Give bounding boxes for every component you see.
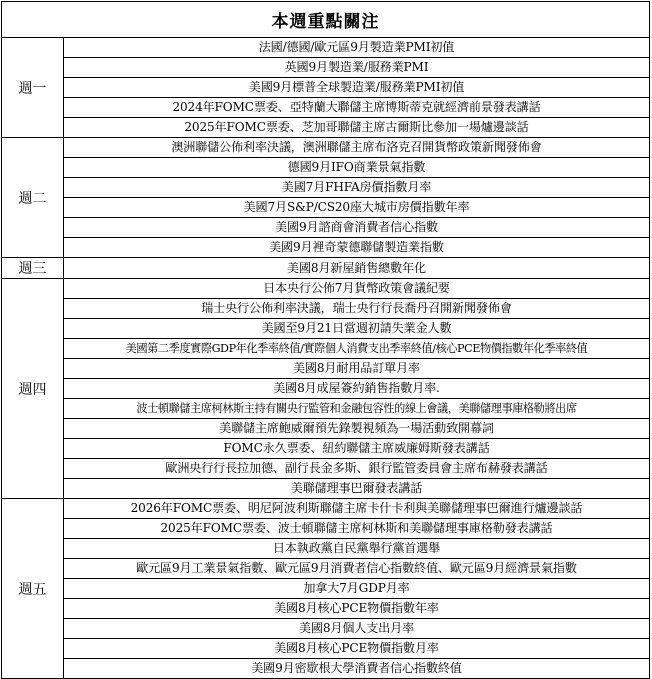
- table-row: [2, 439, 650, 459]
- table-row: [2, 178, 650, 198]
- day-label: 週四: [2, 279, 64, 499]
- table-row: [2, 659, 650, 679]
- table-row: [2, 118, 650, 138]
- table-row: [2, 399, 650, 419]
- event-cell: 美國8月核心PCE物價指數年率: [64, 599, 650, 619]
- table-row: [2, 78, 650, 98]
- table-row: [2, 158, 650, 178]
- day-label: 週五: [2, 499, 64, 679]
- table-row: [2, 539, 650, 559]
- event-cell: 美國7月FHFA房價指數月率: [64, 178, 650, 198]
- table-row: [2, 299, 650, 319]
- event-cell: 法國/德國/歐元區9月製造業PMI初值: [64, 38, 650, 58]
- event-cell: 美國9月標普全球製造業/服務業PMI初值: [64, 78, 650, 98]
- day-label: 週三: [2, 258, 64, 279]
- table-row: [2, 619, 650, 639]
- event-cell: 美國8月新屋銷售總數年化: [64, 258, 650, 279]
- event-cell: 日本執政黨自民黨舉行黨首選舉: [64, 539, 650, 559]
- event-cell: 2024年FOMC票委、亞特蘭大聯儲主席博斯蒂克就經濟前景發表講話: [64, 98, 650, 118]
- event-cell: 美國8月耐用品訂單月率: [64, 359, 650, 379]
- table-row: [2, 459, 650, 479]
- event-cell: 加拿大7月GDP月率: [64, 579, 650, 599]
- table-row: [2, 639, 650, 659]
- event-cell: 2026年FOMC票委、明尼阿波利斯聯儲主席卡什卡利與美聯儲理事巴爾進行爐邊談話: [64, 499, 650, 519]
- table-row: [2, 258, 650, 279]
- table-row: [2, 519, 650, 539]
- event-cell: 美國8月個人支出月率: [64, 619, 650, 639]
- event-cell: 美國7月S&P/CS20座大城市房價指數年率: [64, 198, 650, 218]
- table-row: [2, 98, 650, 118]
- event-cell: FOMC永久票委、紐約聯儲主席威廉姆斯發表講話: [64, 439, 650, 459]
- event-cell: 美國8月成屋簽約銷售指數月率.: [64, 379, 650, 399]
- event-cell: 美聯儲主席鮑威爾預先錄製視頻為一場活動致開幕詞: [64, 419, 650, 439]
- table-row: [2, 279, 650, 299]
- event-cell: 美聯儲理事巴爾發表講話: [64, 479, 650, 499]
- event-cell: 美國9月密歇根大學消費者信心指數終值: [64, 659, 650, 679]
- table-row: [2, 218, 650, 238]
- day-label: 週一: [2, 38, 64, 138]
- event-cell: 歐洲央行行長拉加德、副行長金多斯、銀行監管委員會主席布赫發表講話: [64, 459, 650, 479]
- table-row: [2, 339, 650, 359]
- event-cell: 美國第二季度實際GDP年化季率終值/實際個人消費支出季率終值/核心PCE物價指數年化季率終值: [64, 339, 650, 359]
- event-cell: 美國8月核心PCE物價指數月率: [64, 639, 650, 659]
- table-row: [2, 559, 650, 579]
- event-cell: 瑞士央行公佈利率決議，瑞士央行行長喬丹召開新聞發佈會: [64, 299, 650, 319]
- event-cell: 2025年FOMC票委、芝加哥聯儲主席古爾斯比參加一場爐邊談話: [64, 118, 650, 138]
- table-row: [2, 479, 650, 499]
- table-row: [2, 198, 650, 218]
- table-row: [2, 579, 650, 599]
- table-row: [2, 38, 650, 58]
- table-row: [2, 138, 650, 158]
- event-cell: 澳洲聯儲公佈利率決議，澳洲聯儲主席布洛克召開貨幣政策新聞發佈會: [64, 138, 650, 158]
- table-row: [2, 238, 650, 258]
- event-cell: 美國9月諮商會消費者信心指數: [64, 218, 650, 238]
- event-cell: 德國9月IFO商業景氣指數: [64, 158, 650, 178]
- weekly-focus-table: [1, 1, 650, 679]
- table-row: [2, 359, 650, 379]
- table-row: [2, 599, 650, 619]
- event-cell: 日本央行公佈7月貨幣政策會議紀要: [64, 279, 650, 299]
- event-cell: 英國9月製造業/服務業PMI: [64, 58, 650, 78]
- event-cell: 歐元區9月工業景氣指數、歐元區9月消費者信心指數終值、歐元區9月經濟景氣指數: [64, 559, 650, 579]
- event-cell: 波士頓聯儲主席柯林斯主持有關央行監管和金融包容性的線上會議，美聯儲理事庫格勒將出席: [64, 399, 650, 419]
- event-cell: 美國至9月21日當週初請失業金人數: [64, 319, 650, 339]
- day-label: 週二: [2, 138, 64, 258]
- table-row: [2, 419, 650, 439]
- event-cell: 2025年FOMC票委、波士頓聯儲主席柯林斯和美聯儲理事庫格勒發表講話: [64, 519, 650, 539]
- table-row: [2, 319, 650, 339]
- table-row: [2, 379, 650, 399]
- table-title: 本週重點關注: [2, 2, 650, 38]
- table-row: [2, 499, 650, 519]
- event-cell: 美國9月裡奇蒙德聯儲製造業指數: [64, 238, 650, 258]
- title-row: [2, 2, 650, 38]
- table-row: [2, 58, 650, 78]
